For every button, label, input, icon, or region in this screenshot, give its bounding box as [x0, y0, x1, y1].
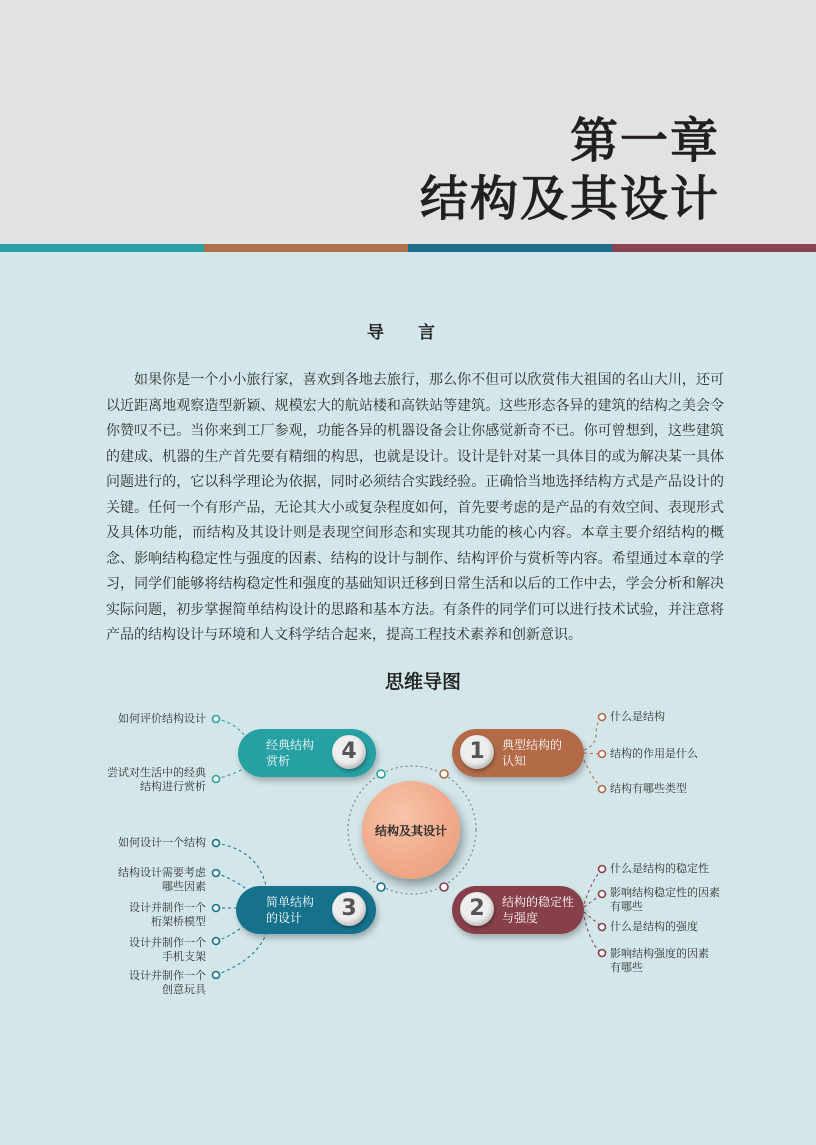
leaf-3-4-line1: 设计并制作一个: [129, 936, 206, 949]
branch-3-label: [266, 894, 314, 926]
branch-3-number: 3: [332, 892, 366, 926]
branch-4-number: 4: [332, 735, 366, 769]
leaf-2-3: [610, 920, 698, 934]
ring-dot-1: [440, 770, 448, 778]
leaf-2-2-line2: 有哪些: [610, 900, 643, 913]
leaf-2-4: [610, 947, 709, 975]
intro-paragraph: 如果你是一个小小旅行家，喜欢到各地去旅行，那么你不但可以欣赏伟大祖国的名山大川，还可以近距离地观察造型新颖、规模宏大的航站楼和高铁站等建筑。这些形态各异的建筑的结构之美会令你赞叹不已。当你来到工厂参观，功能各异的机器设备会让你感觉新奇不已。你可曾想到，这些建筑的建成、机器的生产首先要有精细的构思，也就是设计。设计是针对某一具体目的或为解决某一具体问题进行的，它以科学理论为依据，同时必须结合实践经验。正确恰当地选择结构方式是产品设计的关键。任何一个有形产品，无论其大小或复杂程度如何，首先要考虑的是产品的有效空间、表现形式及具体功能，而结构及其设计则是表现空间形态和实现其功能的核心内容。本章主要介绍结构的概念、影响结构稳定性与强度的因素、结构的设计与制作、结构评价与赏析等内容。希望通过本章的学习，同学们能够将结构稳定性和强度的基础知识迁移到日常生活和以后的工作中去，学会分析和解决实际问题，初步掌握简单结构设计的思路和基本方法。有条件的同学们可以进行技术试验，并注意将产品的结构设计与环境和人文科学结合起来，提高工程技术素养和创新意识。: [106, 372, 724, 643]
dot-3-4: [213, 938, 220, 945]
intro-heading: 导 言: [367, 323, 449, 343]
leaf-3-4: [129, 936, 206, 964]
chapter-name: 结构及其设计: [419, 171, 720, 227]
leaf-3-5: [129, 969, 206, 997]
dot-3-1: [213, 840, 220, 847]
branch-2-number: 2: [460, 892, 494, 926]
leaf-2-2-line1: 影响结构稳定性的因素: [610, 886, 720, 899]
branch-1-label-line2: 认知: [502, 754, 527, 768]
leaf-1-1: [610, 710, 665, 724]
dot-3-5: [213, 972, 220, 979]
dot-1-2: [599, 751, 606, 758]
connector-3-2: [216, 873, 250, 892]
leaf-3-4-line2: 手机支架: [162, 950, 206, 963]
dot-2-2: [599, 891, 606, 898]
leaf-1-3-line1: 结构有哪些类型: [610, 782, 687, 795]
leaf-4-1: [118, 712, 206, 726]
branch-3: [236, 886, 376, 934]
leaf-2-3-line1: 什么是结构的强度: [610, 920, 698, 933]
ring-dot-3: [377, 883, 385, 891]
dot-2-1: [599, 866, 606, 873]
dot-3-3: [213, 905, 220, 912]
branch-1-label: [502, 737, 562, 769]
branch-4-label-line2: 赏析: [266, 754, 291, 768]
connector-2-4: [584, 917, 602, 953]
connector-1-2: [584, 753, 600, 754]
mindmap-title: 思维导图: [384, 671, 461, 693]
mindmap-center-node: 结构及其设计: [362, 781, 460, 879]
connector-2-1: [584, 869, 602, 904]
leaf-3-5-line2: 创意玩具: [162, 983, 206, 996]
connector-3-1: [216, 843, 266, 886]
leaf-3-3-line2: 桁架桥模型: [151, 915, 206, 928]
dot-1-1: [599, 714, 606, 721]
leaf-4-2-line1: 尝试对生活中的经典: [107, 766, 206, 779]
leaf-1-2-line1: 结构的作用是什么: [610, 747, 698, 760]
dot-2-4: [599, 950, 606, 957]
branch-2-label: [502, 894, 574, 926]
leaf-4-2: [107, 766, 206, 794]
branch-2: [452, 886, 584, 934]
branch-2-label-line1: 结构的稳定性: [502, 895, 575, 909]
leaf-1-3: [610, 782, 687, 796]
leaf-3-2-line1: 结构设计需要考虑: [118, 866, 206, 879]
branch-4-label-line1: 经典结构: [266, 738, 315, 752]
connector-3-5: [216, 934, 266, 975]
branch-2-label-line2: 与强度: [502, 911, 539, 925]
ring-dot-4: [377, 770, 385, 778]
branch-4-label: [266, 737, 314, 769]
branch-3-label-line2: 的设计: [266, 911, 303, 925]
branch-1-label-line1: 典型结构的: [502, 738, 563, 752]
leaf-2-4-line2: 有哪些: [610, 961, 643, 974]
chapter-number: 第一章: [569, 113, 720, 169]
leaf-1-2: [610, 747, 698, 761]
leaf-4-2-line2: 结构进行赏析: [140, 780, 206, 793]
dot-1-3: [599, 786, 606, 793]
leaf-3-5-line1: 设计并制作一个: [129, 969, 206, 982]
branch-3-label-line1: 简单结构: [266, 895, 315, 909]
leaf-4-1-line1: 如何评价结构设计: [118, 712, 206, 725]
leaf-3-3-line1: 设计并制作一个: [129, 901, 206, 914]
branch-1-number: 1: [460, 735, 494, 769]
leaf-3-2-line2: 哪些因素: [162, 880, 206, 893]
leaf-2-4-line1: 影响结构强度的因素: [610, 947, 709, 960]
branch-1: [452, 729, 584, 777]
dot-4-1: [213, 716, 220, 723]
dot-2-3: [599, 924, 606, 931]
connector-1-3: [584, 760, 602, 789]
ring-dot-2: [440, 883, 448, 891]
connector-1-1: [584, 717, 602, 750]
dot-4-2: [213, 776, 220, 783]
dot-3-2: [213, 870, 220, 877]
leaf-2-2: [610, 886, 720, 914]
leaf-3-1: [118, 836, 206, 850]
leaf-2-1: [610, 862, 709, 876]
connector-3-4: [216, 924, 246, 941]
branch-4: [238, 729, 376, 777]
leaf-2-1-line1: 什么是结构的稳定性: [610, 862, 709, 875]
leaf-1-1-line1: 什么是结构: [610, 710, 665, 723]
leaf-3-2: [118, 866, 206, 894]
leaf-3-3: [129, 901, 206, 929]
leaf-3-1-line1: 如何设计一个结构: [118, 836, 206, 849]
